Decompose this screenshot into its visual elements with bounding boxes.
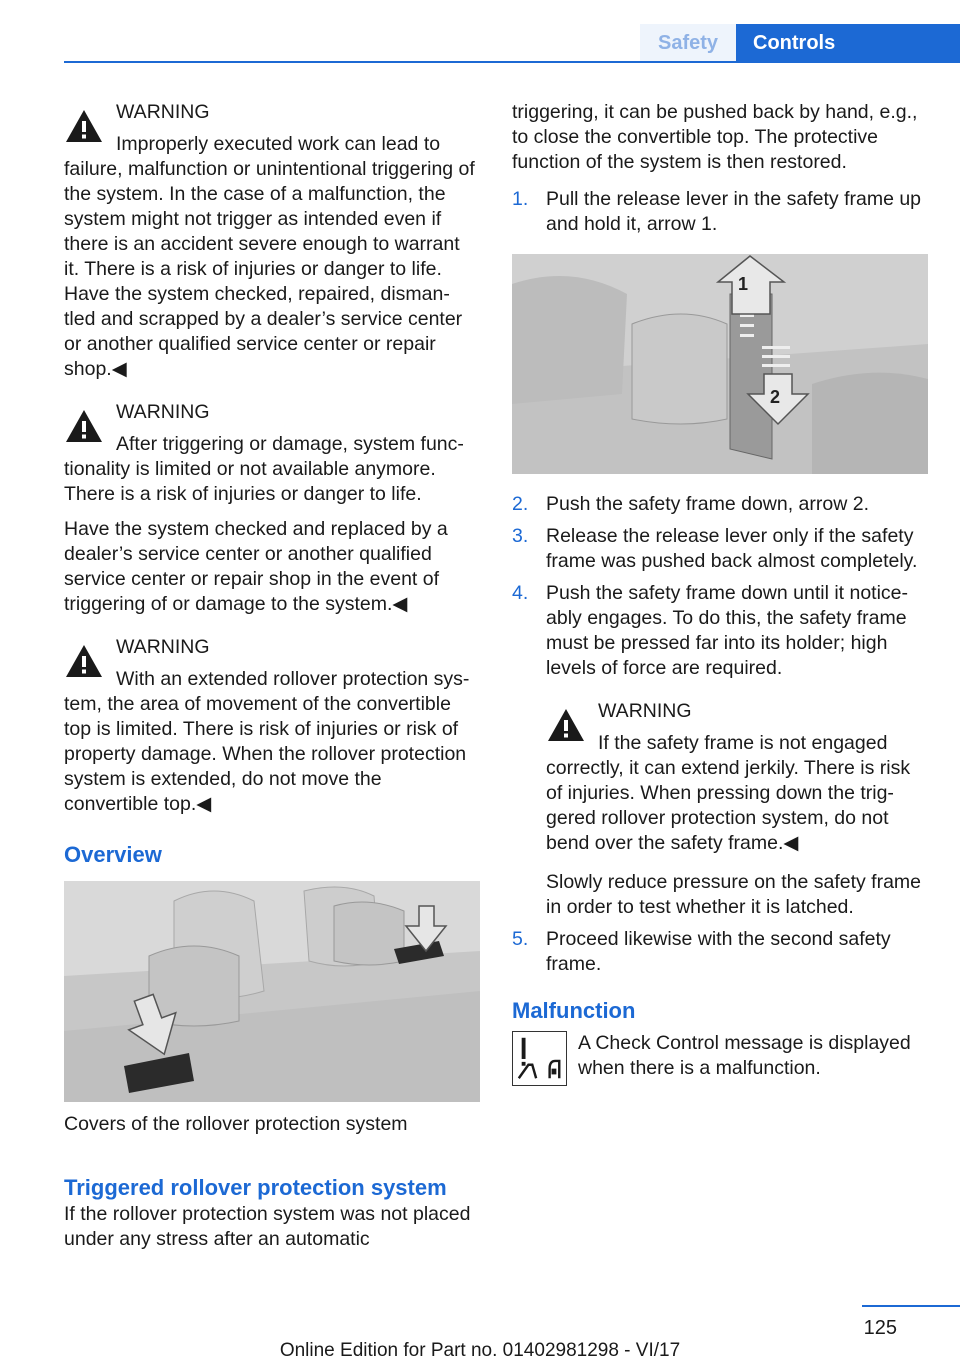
step-item	[512, 187, 928, 237]
footer-divider	[862, 1305, 960, 1307]
steps-list-a	[512, 187, 928, 237]
triggered-text: If the rollover protection system was not placed under any stress after an automatic	[64, 1203, 471, 1250]
steps-list-b	[512, 492, 928, 977]
page-number: 125	[863, 1317, 897, 1339]
warning-first-line: If the safety frame is not engaged	[598, 732, 888, 754]
warning-title: WARNING	[116, 401, 210, 423]
warning-first-line: After triggering or damage, system func‐	[116, 433, 464, 455]
step-number: 2.	[512, 493, 529, 515]
step-note: Slowly reduce pressure on the safety frame in order to test whether it is latched.	[546, 871, 922, 918]
warning-title: WARNING	[598, 700, 692, 722]
rollover-covers-figure	[64, 881, 480, 1102]
rollover-covers-illustration	[64, 881, 480, 1102]
footer-edition: Online Edition for Part no. 01402981298 - VI/17	[279, 1340, 681, 1361]
step-number: 1.	[512, 188, 529, 210]
warning-block-1	[64, 100, 480, 382]
warning-block-4	[546, 699, 928, 856]
step-text: Proceed likewise with the second safety frame.	[546, 928, 891, 975]
warning-body: tionality is limited or not available anymore. There is a risk of injuries or danger to life.	[64, 458, 436, 505]
warning-body: correctly, it can extend jerkily. There is risk of injuries. When pressing down the trig‐gered rollover protection system, do not bend over the safety frame.◀	[546, 757, 911, 854]
step-item	[512, 492, 928, 517]
malfunction-block	[512, 1031, 928, 1091]
warning-title: WARNING	[116, 636, 210, 658]
arrow-2-label: 2	[770, 387, 781, 407]
step-text: Push the safety frame down until it notice‐ably engages. To do this, the safety frame must be pressed far into its holder; high levels of force are required.	[546, 582, 909, 679]
safety-frame-figure	[512, 254, 928, 474]
step-number: 4.	[512, 582, 529, 604]
warning-block-2	[64, 400, 480, 617]
tab-controls[interactable]: Controls	[736, 24, 960, 62]
malfunction-heading: Malfunction	[512, 998, 636, 1023]
warning-triangle-icon	[64, 405, 104, 445]
step-number: 3.	[512, 525, 529, 547]
warning-body: tem, the area of movement of the convertible top is limited. There is risk of injuries or risk of property damage. When the rollover protection system is extended, do not move the convertible top.◀	[64, 693, 467, 815]
malfunction-text: A Check Control message is displayed when there is a malfunction.	[578, 1032, 911, 1079]
left-column	[64, 100, 480, 1252]
intro-text: triggering, it can be pushed back by hand, e.g., to close the convertible top. The protective function of the system is then restored.	[512, 101, 918, 173]
arrow-1-label: 1	[738, 274, 749, 294]
step-text: Pull the release lever in the safety frame up and hold it, arrow 1.	[546, 188, 922, 235]
warning-triangle-icon	[546, 704, 586, 744]
warning-triangle-icon	[64, 105, 104, 145]
warning-first-line: With an extended rollover protection sys‐	[116, 668, 470, 690]
warning-first-line: Improperly executed work can lead to	[116, 133, 441, 155]
safety-frame-illustration	[512, 254, 928, 474]
step-text: Push the safety frame down, arrow 2.	[546, 493, 869, 515]
overview-heading: Overview	[64, 842, 162, 867]
step-item	[512, 524, 928, 574]
figure-caption: Covers of the rollover protection system	[64, 1113, 408, 1135]
warning-triangle-icon	[64, 640, 104, 680]
step-number: 5.	[512, 928, 529, 950]
warning-block-3	[64, 635, 480, 817]
page-header	[0, 0, 960, 62]
step-item	[512, 927, 928, 977]
tab-safety[interactable]: Safety	[640, 24, 736, 62]
step-text: Release the release lever only if the safety frame was pushed back almost completely.	[546, 525, 918, 572]
right-column	[512, 100, 928, 1091]
triggered-heading: Triggered rollover protection system	[64, 1175, 447, 1200]
warning-body-paragraph-2: Have the system checked and replaced by a dealer’s service center or another qualified service center or repair shop in the event of triggering of or damage to the system.◀	[64, 518, 448, 615]
step-item	[512, 581, 928, 920]
warning-title: WARNING	[116, 101, 210, 123]
warning-body: failure, malfunction or unintentional triggering of the system. In the case of a malfunction, the system might not trigger as intended even if there is an accident severe enough to warrant it. There is a risk of injuries or danger to life. Have the system checked, repaired, disman‐tled and scrapped by a dealer’s service center or another qualified service center or repair shop.◀	[64, 158, 475, 380]
header-divider	[64, 61, 960, 63]
check-control-icon	[512, 1031, 567, 1086]
